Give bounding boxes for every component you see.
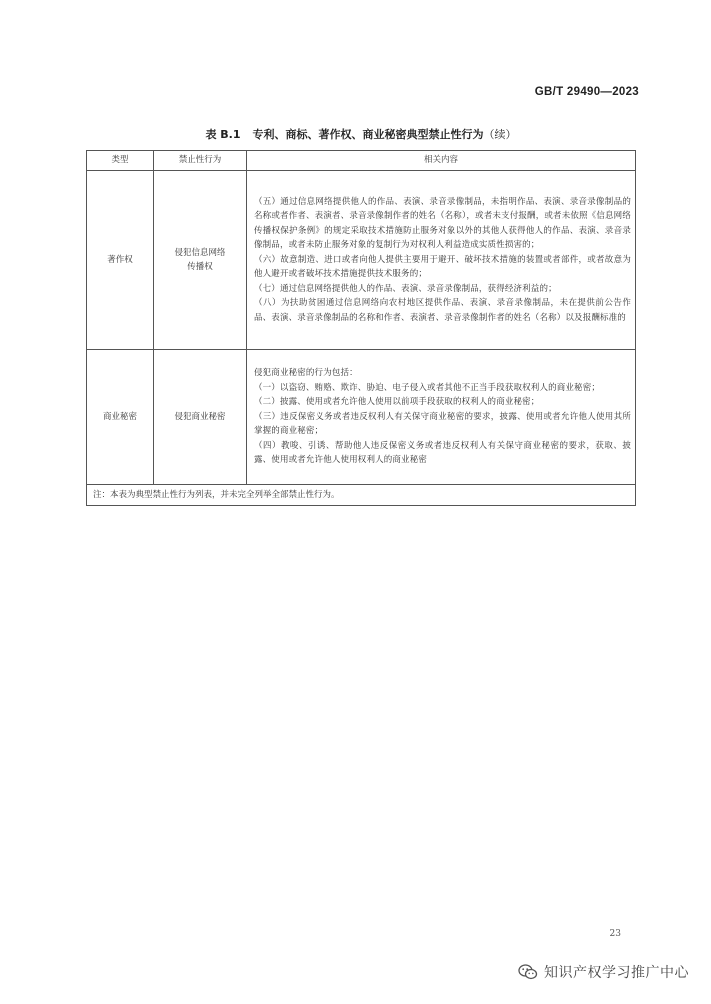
column-header-behavior: 禁止性行为: [154, 151, 247, 171]
watermark-text: 知识产权学习推广中心: [544, 965, 689, 981]
row-behavior-network-dissemination: [154, 171, 247, 350]
page-number: 23: [609, 929, 621, 939]
table-row: [87, 350, 636, 485]
row-content-trade-secret: [247, 350, 636, 485]
content-item: 侵犯商业秘密的行为包括：: [254, 368, 358, 379]
row-behavior-trade-secret: [154, 350, 247, 485]
behavior-line: 侵犯商业秘密: [174, 411, 226, 422]
content-item: （一）以盗窃、贿赂、欺诈、胁迫、电子侵入或者其他不正当手段获取权利人的商业秘密；: [254, 382, 601, 393]
table-title: [86, 126, 636, 142]
prohibited-behaviors-table: [86, 150, 636, 506]
column-header-type: 类型: [87, 151, 154, 171]
behavior-line: 传播权: [187, 262, 213, 272]
row-type-copyright: 著作权: [87, 171, 154, 350]
content-item: （六）故意制造、进口或者向他人提供主要用于避开、破坏技术措施的装置或者部件，或者故意为他人避开或者破坏技术措施提供技术服务的；: [254, 254, 631, 280]
table-number: 表 B.1: [205, 128, 241, 141]
table-title-suffix: （续）: [483, 128, 517, 141]
content-item: （四）教唆、引诱、帮助他人违反保密义务或者违反权利人有关保守商业秘密的要求，获取、披露、使用或者允许他人使用权利人的商业秘密: [254, 440, 631, 466]
content-item: （五）通过信息网络提供他人的作品、表演、录音录像制品，未指明作品、表演、录音录像制品的名称或者作者、表演者、录音录像制作者的姓名（名称），或者未支付报酬，或者未依照《信息网络传播权保护条例》的规定采取技术措施防止服务对象以外的其他人获得他人的作品、表演、录音录像制品，或者未防止服务对象的复制行为对权利人利益造成实质性损害的；: [254, 196, 631, 251]
content-item: （三）违反保密义务或者违反权利人有关保守商业秘密的要求，披露、使用或者允许他人使用其所掌握的商业秘密；: [254, 411, 631, 437]
content-item: （二）披露、使用或者允许他人使用以前项手段获取的权利人的商业秘密；: [254, 397, 540, 408]
content-item: （八）为扶助贫困通过信息网络向农村地区提供作品、表演、录音录像制品，未在提供前公告作品、表演、录音录像制品的名称和作者、表演者、录音录像制作者的姓名（名称）以及报酬标准的: [254, 298, 631, 323]
standard-code: GB/T 29490—2023: [534, 86, 639, 98]
content-item: （七）通过信息网络提供他人的作品、表演、录音录像制品，获得经济利益的；: [254, 283, 557, 294]
table-title-text: 专利、商标、著作权、商业秘密典型禁止性行为: [252, 128, 484, 141]
table-note-row: [87, 485, 636, 506]
table-note: 注：本表为典型禁止性行为列表，并未完全列举全部禁止性行为。: [87, 485, 636, 506]
table-row: [87, 171, 636, 350]
wechat-icon: [518, 964, 538, 980]
watermark: [518, 962, 689, 982]
row-content-copyright: [247, 171, 636, 350]
column-header-content: 相关内容: [247, 151, 636, 171]
row-type-trade-secret: 商业秘密: [87, 350, 154, 485]
table-header-row: [87, 151, 636, 171]
behavior-line: 侵犯信息网络: [174, 247, 226, 258]
